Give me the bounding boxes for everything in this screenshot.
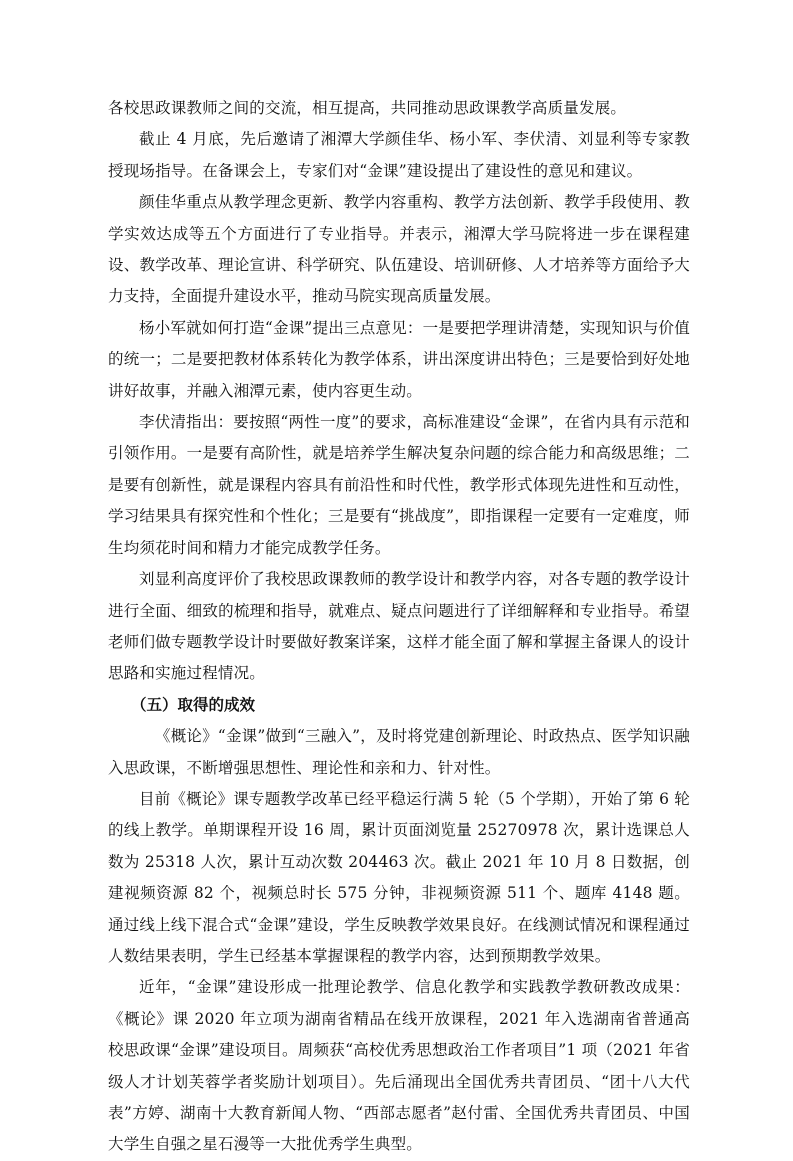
paragraph-course-statistics: 目前《概论》课专题教学改革已经平稳运行满 5 轮（5 个学期），开始了第 6 轮的线上教学。单期课程开设 16 周，累计页面浏览量 25270978 次，累计选课总人数为 25318 人次，累计互动次数 204463 次。截止 2021 年 10 月 8 日数据，创建视频资源 82 个，视频总时长 575 分钟，非视频资源 511 个、题库 4148 题。通过线上线下混合式“金课”建设，学生反映教学效果良好。在线测试情况和课程通过人数结果表明，学生已经基本掌握课程的教学内容，达到预期教学效果。 — [108, 789, 690, 965]
paragraph-yan-jiahua: 颜佳华重点从教学理念更新、教学内容重构、教学方法创新、教学手段使用、教学实效达成等五个方面进行了专业指导。并表示，湘潭大学马院将进一步在课程建设、教学改革、理论宣讲、科学研究、队伍建设、培训研修、人才培养等方面给予大力支持，全面提升建设水平，推动马院实现高质量发展。 — [108, 193, 690, 306]
paragraph-three-integrations: 《概论》“金课”做到“三融入”，及时将党建创新理论、时政热点、医学知识融入思政课，不断增强思想性、理论性和亲和力、针对性。 — [108, 727, 690, 777]
paragraph-li-fuqing: 李伏清指出：要按照“两性一度”的要求，高标准建设“金课”，在省内具有示范和引领作用。一是要有高阶性，就是培养学生解决复杂问题的综合能力和高级思维；二是要有创新性，就是课程内容具有前沿性和时代性，教学形式体现先进性和互动性，学习结果具有探究性和个性化；三是要有“挑战度”，即指课程一定要有一定难度，师生均须花时间和精力才能完成教学任务。 — [108, 413, 690, 557]
paragraph-yang-xiaojun: 杨小军就如何打造“金课”提出三点意见：一是要把学理讲清楚，实现知识与价值的统一；二是要把教材体系转化为教学体系，讲出深度讲出特色；三是要恰到好处地讲好故事，并融入湘潭元素，使内容更生动。 — [108, 318, 690, 400]
section-heading: （五）取得的成效 — [131, 695, 256, 714]
paragraph-continuation: 各校思政课教师之间的交流，相互提高，共同推动思政课教学高质量发展。 — [108, 99, 627, 117]
paragraph-achievements: 近年，“金课”建设形成一批理论教学、信息化教学和实践教学教研教改成果：《概论》课 2020 年立项为湖南省精品在线开放课程，2021 年入选湖南省普通高校思政课“金课”建设项目。周频获“高校优秀思想政治工作者项目”1 项（2021 年省级人才计划芙蓉学者奖励计划项目）。先后涌现出全国优秀共青团员、“团十八大代表”方婷、湖南十大教育新闻人物、“西部志愿者”赵付雷、全国优秀共青团员、中国大学生自强之星石漫等一大批优秀学生典型。 — [108, 978, 690, 1154]
paragraph-experts-invited: 截止 4 月底，先后邀请了湘潭大学颜佳华、杨小军、李伏清、刘显利等专家教授现场指导。在备课会上，专家们对“金课”建设提出了建设性的意见和建议。 — [108, 130, 690, 180]
document-body — [108, 93, 690, 1161]
paragraph-liu-xianli: 刘显利高度评价了我校思政课教师的教学设计和教学内容，对各专题的教学设计进行全面、细致的梳理和指导，就难点、疑点问题进行了详细解释和专业指导。希望老师们做专题教学设计时要做好教案详案，这样才能全面了解和掌握主备课人的设计思路和实施过程情况。 — [108, 570, 690, 683]
